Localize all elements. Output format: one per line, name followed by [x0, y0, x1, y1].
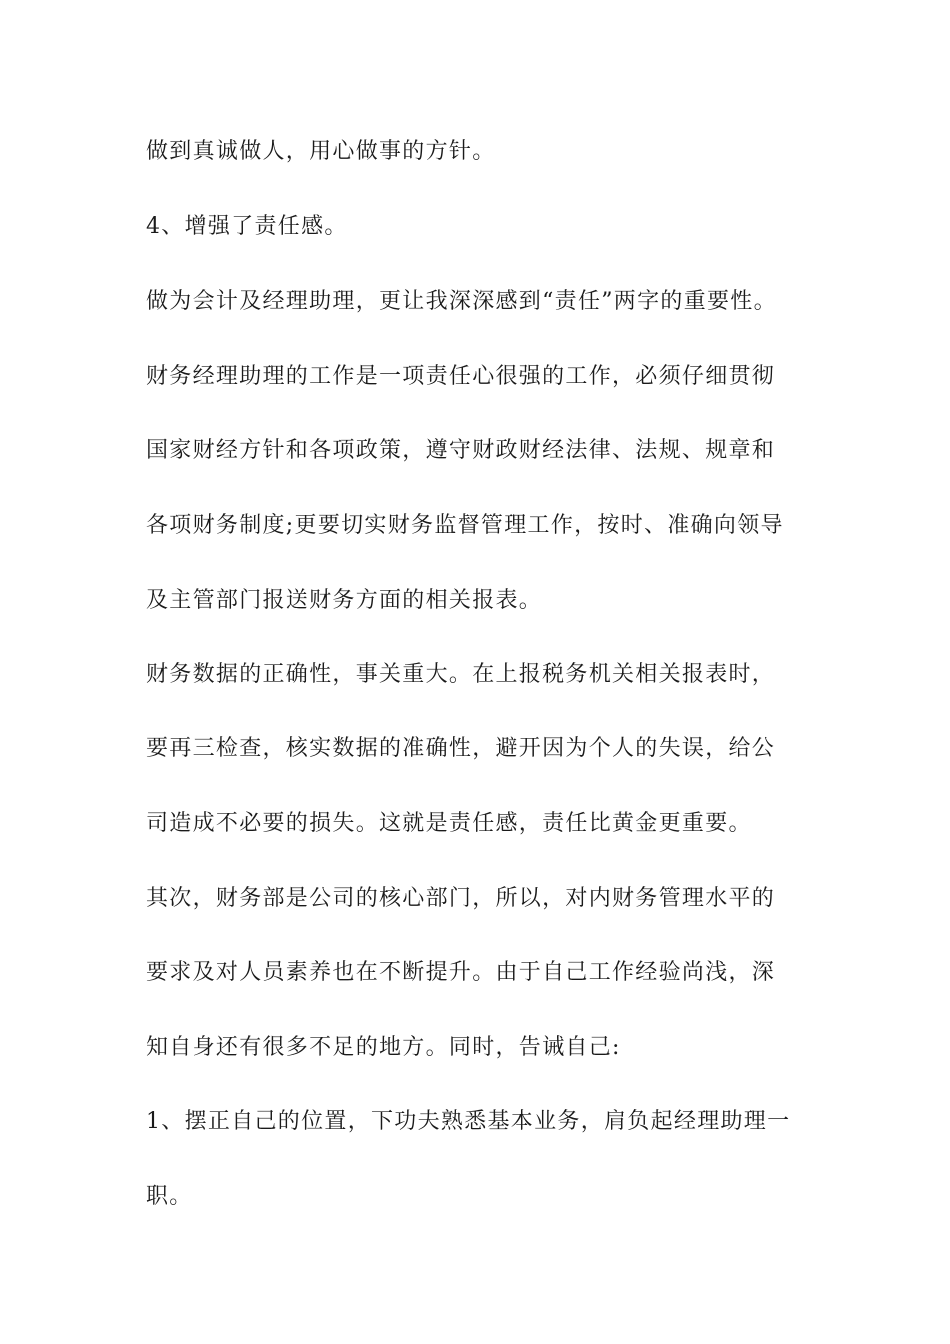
- text-line: 做为会计及经理助理，更让我深深感到“责任”两字的重要性。: [146, 289, 777, 314]
- text-line: 国家财经方针和各项政策，遵守财政财经法律、法规、规章和: [146, 438, 776, 463]
- text-line: 及主管部门报送财务方面的相关报表。: [146, 588, 543, 613]
- text-line: 知自身还有很多不足的地方。同时，告诫自己:: [146, 1035, 621, 1060]
- text-line: 做到真诚做人，用心做事的方针。: [146, 139, 496, 164]
- text-line: 要再三检查，核实数据的准确性，避开因为个人的失误，给公: [146, 736, 776, 761]
- text-line: 财务经理助理的工作是一项责任心很强的工作，必须仔细贯彻: [146, 364, 776, 389]
- text-line: 要求及对人员素养也在不断提升。由于自己工作经验尚浅，深: [146, 960, 776, 985]
- text-line: 职。: [146, 1184, 193, 1209]
- text-line: 各项财务制度;更要切实财务监督管理工作，按时、准确向领导: [146, 513, 784, 538]
- text-line: 1、摆正自己的位置，下功夫熟悉基本业务，肩负起经理助理一: [146, 1109, 791, 1134]
- text-line: 4、增强了责任感。: [146, 214, 348, 239]
- text-line: 司造成不必要的损失。这就是责任感，责任比黄金更重要。: [146, 811, 752, 836]
- text-line: 其次，财务部是公司的核心部门，所以，对内财务管理水平的: [146, 886, 776, 911]
- text-line: 财务数据的正确性，事关重大。在上报税务机关相关报表时，: [146, 662, 776, 687]
